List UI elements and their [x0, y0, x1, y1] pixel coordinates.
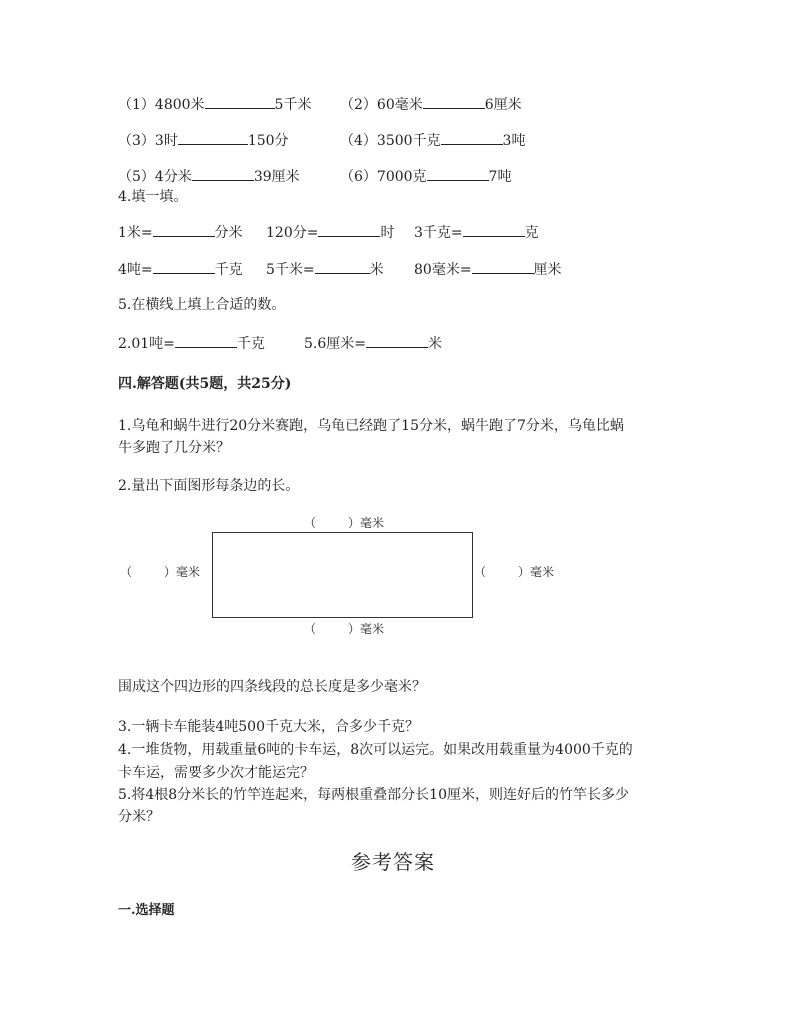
bottom-side-label: （ ）毫米 [304, 622, 385, 636]
section-4-heading: 4.填一填。 [118, 189, 188, 205]
answers-title: 参考答案 [351, 850, 435, 874]
answer-blank[interactable] [178, 130, 248, 145]
question-2: 2.量出下面图形每条边的长。 [118, 478, 300, 494]
question-3: 3.一辆卡车能装4吨500千克大米，合多少千克？ [118, 719, 419, 735]
answer-blank[interactable] [366, 333, 428, 348]
answer-blank[interactable] [153, 259, 215, 274]
question-1-line-1: 1.乌龟和蜗牛进行20分米赛跑，乌龟已经跑了15分米，蜗牛跑了7分米，乌龟比蜗 [118, 418, 624, 434]
rectangle-figure [212, 532, 473, 618]
section-5-heading: 5.在横线上填上合适的数。 [118, 297, 286, 313]
answer-blank[interactable] [427, 166, 489, 181]
answer-blank[interactable] [153, 222, 215, 237]
fill-item: 5.6厘米= 米 [304, 333, 442, 353]
part-4-heading: 四.解答题(共5题，共25分) [118, 376, 292, 392]
conversion-row-1-left: （1）4800米 5千米 [118, 94, 311, 114]
left-side-label: （ ）毫米 [120, 565, 201, 579]
fill-item: 80毫米= 厘米 [414, 259, 562, 279]
answer-blank[interactable] [205, 94, 275, 109]
answer-blank[interactable] [192, 166, 254, 181]
answer-blank[interactable] [463, 222, 525, 237]
fill-item: 5千米= 米 [266, 259, 384, 279]
question-4-line-2: 卡车运，需要多少次才能运完？ [118, 765, 314, 781]
top-side-label: （ ）毫米 [304, 516, 385, 530]
answer-blank[interactable] [472, 259, 534, 274]
conversion-row-2-left: （3）3时 150分 [118, 130, 289, 150]
fill-item: 4吨= 千克 [118, 259, 243, 279]
question-2-follow-up: 围成这个四边形的四条线段的总长度是多少毫米？ [118, 679, 426, 695]
answer-blank[interactable] [441, 130, 503, 145]
conversion-row-2-right: （4）3500千克 3吨 [340, 130, 525, 150]
fill-item: 3千克= 克 [414, 222, 539, 242]
answers-section-1-heading: 一.选择题 [118, 903, 175, 918]
fill-item: 120分= 时 [266, 222, 394, 242]
answer-blank[interactable] [318, 222, 380, 237]
answer-blank[interactable] [175, 333, 237, 348]
question-1-line-2: 牛多跑了几分米？ [118, 440, 230, 456]
question-5-line-1: 5.将4根8分米长的竹竿连起来，每两根重叠部分长10厘米，则连好后的竹竿长多少 [118, 787, 629, 803]
answer-blank[interactable] [315, 259, 370, 274]
question-5-line-2: 分米？ [118, 809, 160, 825]
conversion-row-3-right: （6）7000克 7吨 [340, 166, 511, 186]
conversion-row-3-left: （5）4分米 39厘米 [118, 166, 300, 186]
answer-blank[interactable] [423, 94, 485, 109]
fill-item: 2.01吨= 千克 [118, 333, 265, 353]
fill-item: 1米= 分米 [118, 222, 243, 242]
right-side-label: （ ）毫米 [474, 565, 555, 579]
conversion-row-1-right: （2）60毫米 6厘米 [340, 94, 522, 114]
question-4-line-1: 4.一堆货物，用载重量6吨的卡车运，8次可以运完。如果改用载重量为4000千克的 [118, 742, 633, 758]
